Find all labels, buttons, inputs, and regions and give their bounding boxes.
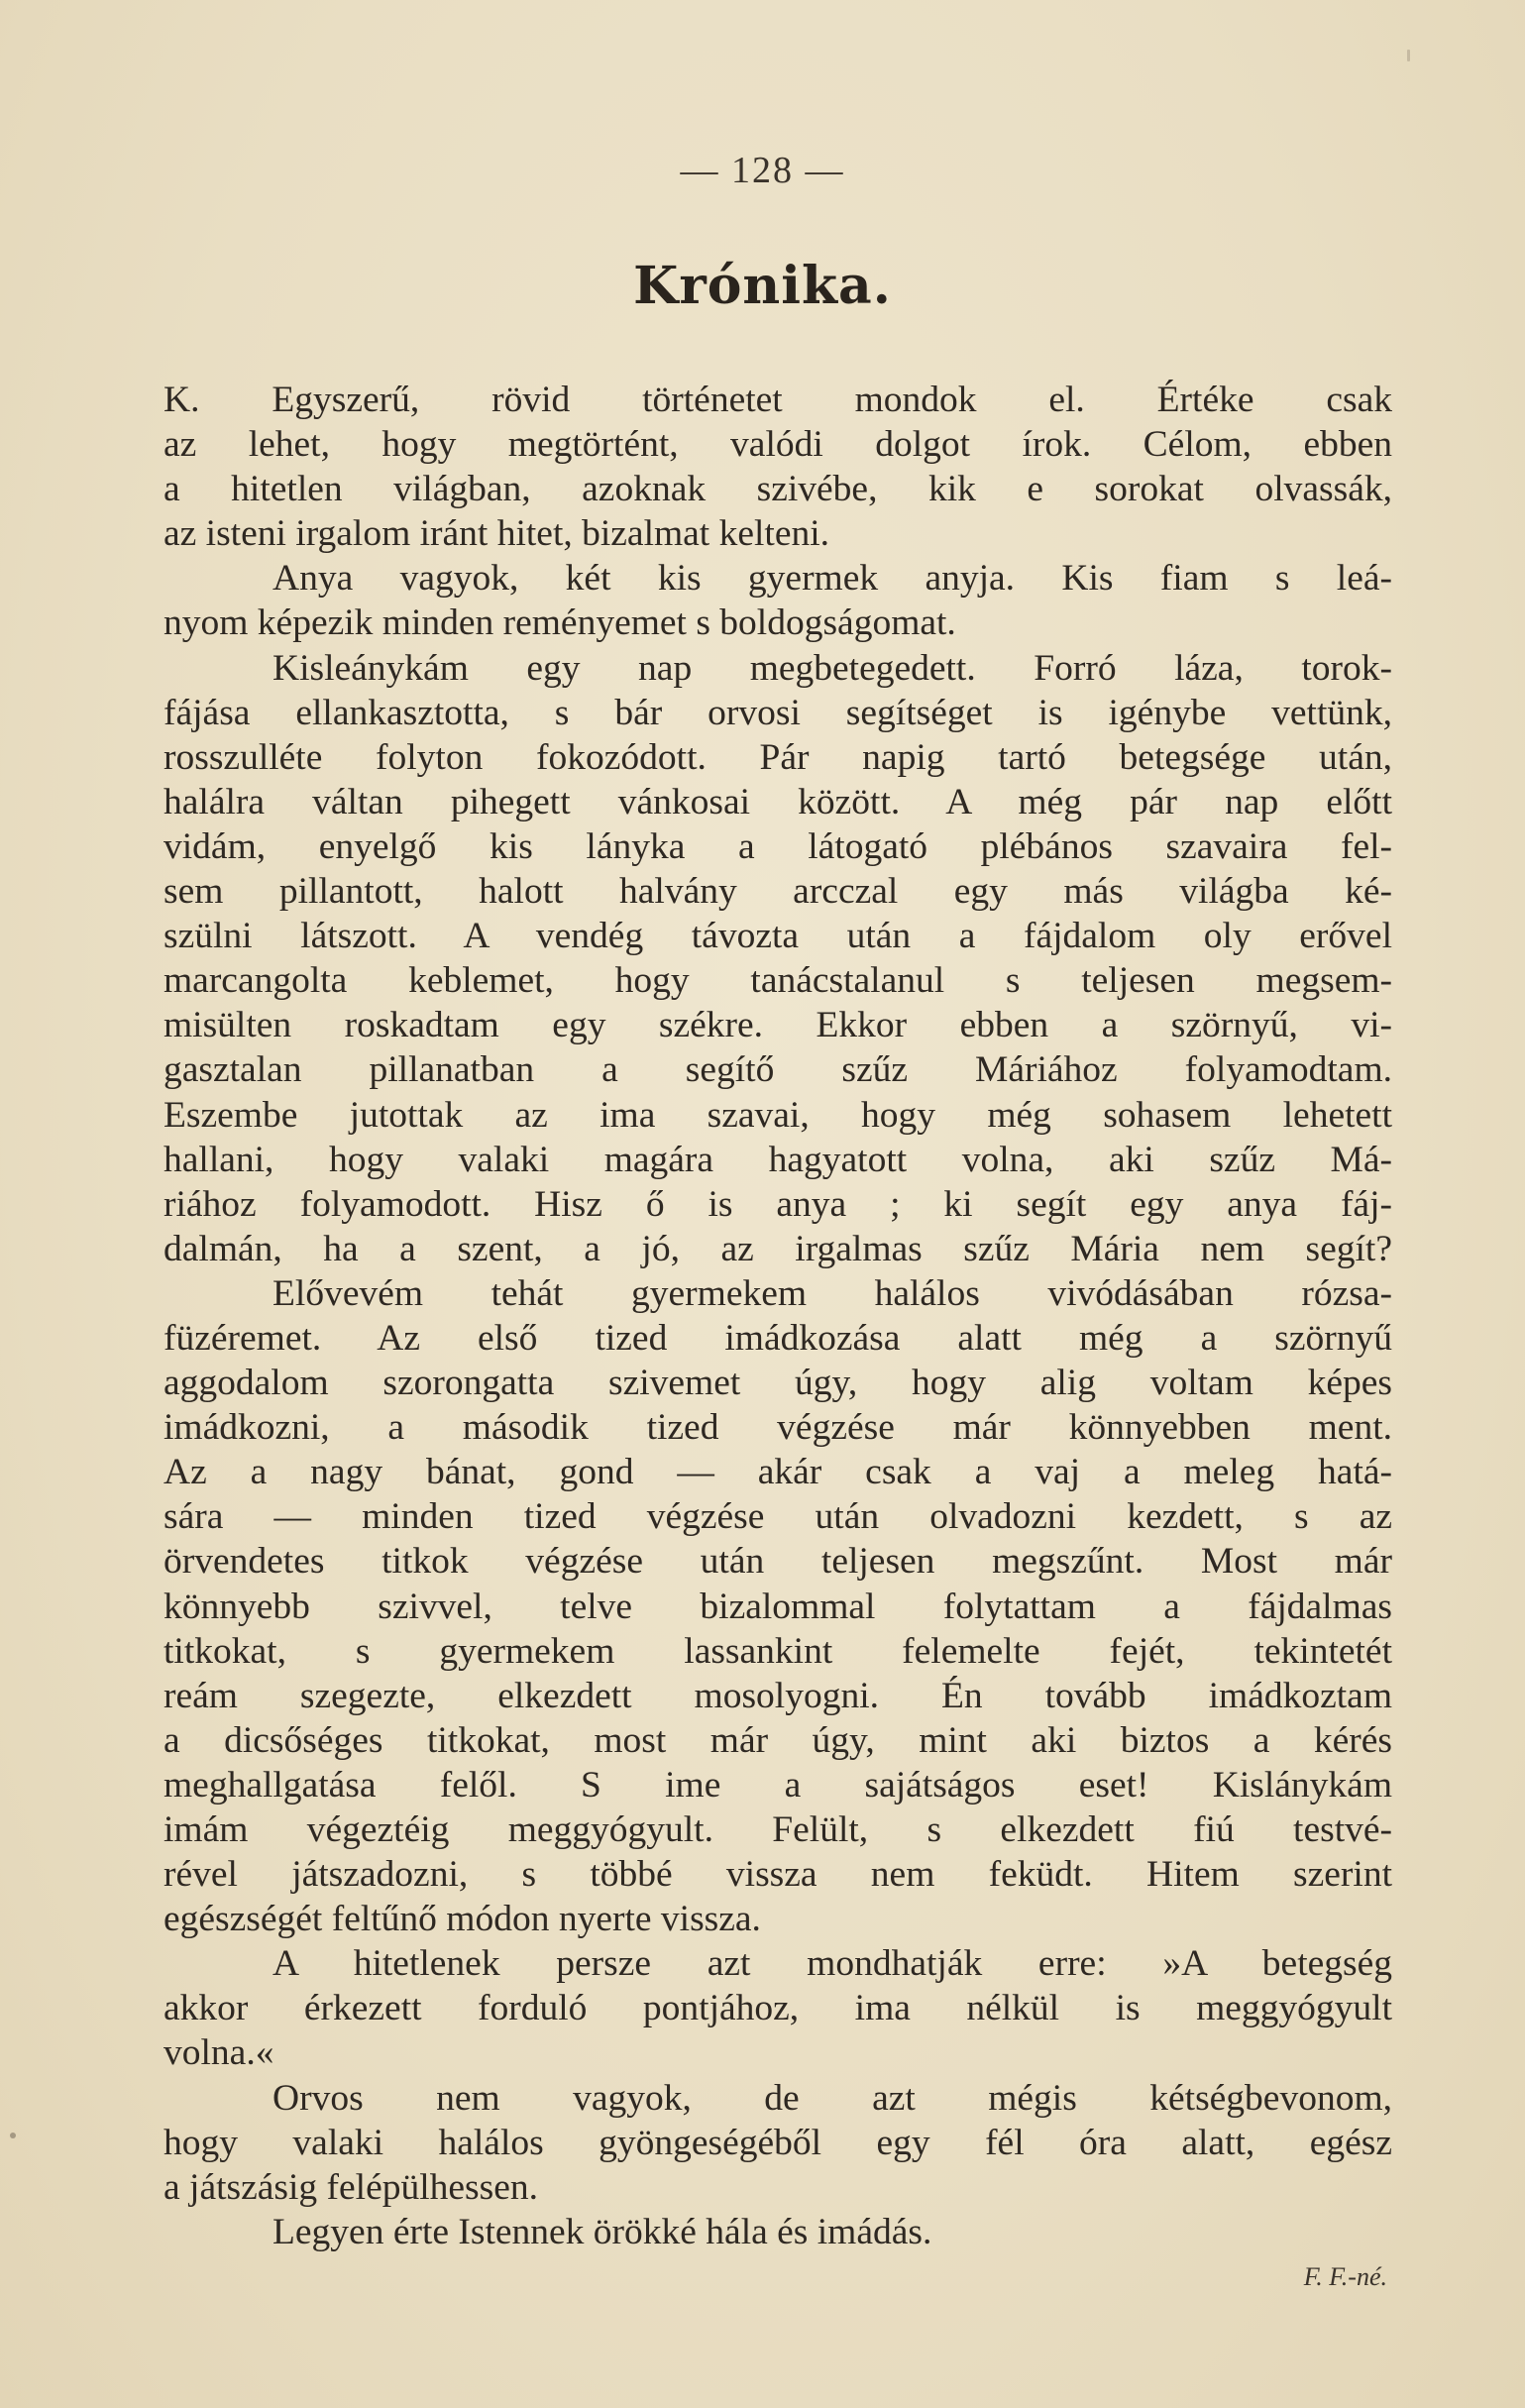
- text-line: Orvos nem vagyok, de azt mégis kétségbevonom,: [272, 2077, 1392, 2119]
- text-line: aggodalom szorongatta szivemet úgy, hogy alig voltam képes: [163, 1363, 1392, 1404]
- text-line: Eszembe jutottak az ima szavai, hogy még sohasem lehetett: [163, 1094, 1392, 1136]
- text-line: imádkozni, a második tized végzése már könnyebben ment.: [163, 1407, 1392, 1449]
- text-line: marcangolta keblemet, hogy tanácstalanul s teljesen megsem-: [163, 960, 1392, 1002]
- text-line: egészségét feltűnő módon nyerte vissza.: [163, 1899, 761, 1940]
- text-line: A hitetlenek persze azt mondhatják erre: »A betegség: [272, 1943, 1392, 1985]
- text-line: gasztalan pillanatban a segítő szűz Máriához folyamodtam.: [163, 1049, 1392, 1091]
- text-line: az lehet, hogy megtörtént, valódi dolgot írok. Célom, ebben: [163, 424, 1392, 466]
- text-line: nyom képezik minden reményemet s boldogságomat.: [163, 602, 956, 644]
- text-line: füzéremet. Az első tized imádkozása alatt még a szörnyű: [163, 1317, 1392, 1359]
- text-line: hogy valaki halálos gyöngeségéből egy fél óra alatt, egész: [163, 2122, 1392, 2163]
- text-line: sem pillantott, halott halvány arcczal egy más világba ké-: [163, 871, 1392, 913]
- text-line: rével játszadozni, s többé vissza nem feküdt. Hitem szerint: [163, 1854, 1392, 1896]
- page-number: — 128 —: [680, 150, 845, 191]
- text-line: K. Egyszerű, rövid történetet mondok el. Értéke csak: [163, 380, 1392, 420]
- text-line: örvendetes titkok végzése után teljesen megszűnt. Most már: [163, 1541, 1392, 1583]
- text-line: a játszásig felépülhessen.: [163, 2166, 538, 2208]
- text-line: meghallgatása felől. S ime a sajátságos eset! Kislánykám: [163, 1764, 1392, 1806]
- text-line: vidám, enyelgő kis lányka a látogató plébános szavaira fel-: [163, 825, 1392, 867]
- article-title: Krónika.: [633, 256, 892, 316]
- text-line: dalmán, ha a szent, a jó, az irgalmas szűz Mária nem segít?: [163, 1228, 1392, 1269]
- text-line: sára — minden tized végzése után olvadozni kezdett, s az: [163, 1496, 1392, 1538]
- text-line: reám szegezte, elkezdett mosolyogni. Én tovább imádkoztam: [163, 1675, 1392, 1716]
- text-line: imám végeztéig meggyógyult. Felült, s elkezdett fiú testvé-: [163, 1809, 1392, 1850]
- text-line: volna.«: [163, 2032, 274, 2074]
- text-line: Legyen érte Istennek örökké hála és imádás.: [272, 2211, 932, 2252]
- text-line: könnyebb szivvel, telve bizalommal folytattam a fájdalmas: [163, 1586, 1392, 1627]
- text-line: misülten roskadtam egy székre. Ekkor ebben a szörnyű, vi-: [163, 1005, 1392, 1046]
- text-line: fájása ellankasztotta, s bár orvosi segítséget is igénybe vettünk,: [163, 692, 1392, 733]
- text-line: Kisleánykám egy nap megbetegedett. Forró láza, torok-: [272, 647, 1392, 689]
- text-line: Az a nagy bánat, gond — akár csak a vaj a meleg hatá-: [163, 1452, 1392, 1493]
- text-line: Anya vagyok, két kis gyermek anyja. Kis fiam s leá-: [272, 558, 1392, 600]
- text-line: a hitetlen világban, azoknak szivébe, kik e sorokat olvassák,: [163, 469, 1392, 510]
- text-line: rosszulléte folyton fokozódott. Pár napig tartó betegsége után,: [163, 736, 1392, 778]
- text-line: a dicsőséges titkokat, most már úgy, mint aki biztos a kérés: [163, 1719, 1392, 1761]
- text-line: titkokat, s gyermekem lassankint felemelte fejét, tekintetét: [163, 1630, 1392, 1672]
- text-line: riához folyamodott. Hisz ő is anya ; ki segít egy anya fáj-: [163, 1183, 1392, 1225]
- text-line: halálra váltan pihegett vánkosai között. A még pár nap előtt: [163, 781, 1392, 822]
- text-line: akkor érkezett forduló pontjához, ima nélkül is meggyógyult: [163, 1988, 1392, 2029]
- text-line: Elővevém tehát gyermekem halálos vivódásában rózsa-: [272, 1272, 1392, 1314]
- text-line: szülni látszott. A vendég távozta után a fájdalom oly erővel: [163, 916, 1392, 957]
- author-signature: F. F.-né.: [1303, 2262, 1387, 2291]
- paper-speck: [10, 2133, 16, 2138]
- paper-speck: [1407, 50, 1410, 61]
- article-body: [163, 378, 1392, 2254]
- text-line: hallani, hogy valaki magára hagyatott volna, aki szűz Má-: [163, 1139, 1392, 1180]
- text-line: az isteni irgalom iránt hitet, bizalmat kelteni.: [163, 513, 830, 555]
